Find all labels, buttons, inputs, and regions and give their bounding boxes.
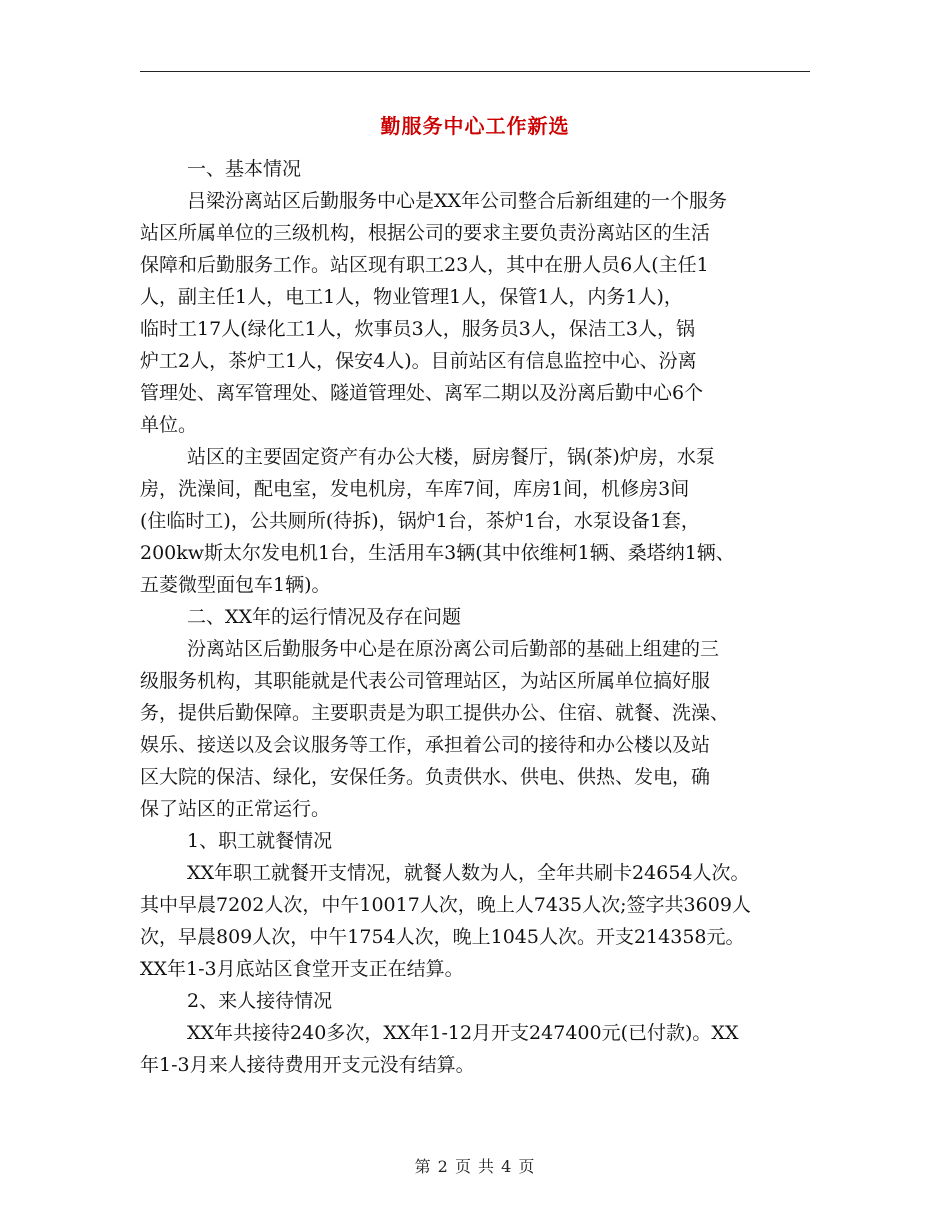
text-line: 次，早晨809人次，中午1754人次，晚上1045人次。开支214358元。 xyxy=(140,926,745,948)
text-line: 娱乐、接送以及会议服务等工作，承担着公司的接待和办公楼以及站 xyxy=(140,734,711,756)
document-title: 勤服务中心工作新选 xyxy=(380,114,570,138)
text-line: 保了站区的正常运行。 xyxy=(140,798,331,820)
text-line: 级服务机构，其职能就是代表公司管理站区，为站区所属单位搞好服 xyxy=(140,670,711,692)
text-line: 区大院的保洁、绿化，安保任务。负责供水、供电、供热、发电，确 xyxy=(140,766,711,788)
text-line: XX年共接待240多次，XX年1-12月开支247400元(已付款)。XX xyxy=(187,1022,739,1044)
document-body xyxy=(140,153,830,1081)
text-line: 人，副主任1人，电工1人，物业管理1人，保管1人，内务1人)， xyxy=(140,286,683,308)
text-line: 汾离站区后勤服务中心是在原汾离公司后勤部的基础上组建的三 xyxy=(187,638,720,660)
text-line: 其中早晨7202人次，中午10017人次，晚上人7435人次;签字共3609人 xyxy=(140,894,751,916)
text-line: 房，洗澡间，配电室，发电机房，车库7间，库房1间，机修房3间 xyxy=(140,478,690,500)
text-line: 炉工2人，茶炉工1人，保安4人)。目前站区有信息监控中心、汾离 xyxy=(140,350,697,372)
text-line: 五菱微型面包车1辆)。 xyxy=(140,574,331,596)
text-line: 年1-3月来人接待费用开支元没有结算。 xyxy=(140,1054,475,1076)
text-line: (住临时工)，公共厕所(待拆)，锅炉1台，茶炉1台，水泵设备1套， xyxy=(140,510,700,532)
text-line: 站区所属单位的三级机构，根据公司的要求主要负责汾离站区的生活 xyxy=(140,222,711,244)
text-line: 站区的主要固定资产有办公大楼，厨房餐厅，锅(茶)炉房，水泵 xyxy=(187,446,715,468)
text-line: 务，提供后勤保障。主要职责是为职工提供办公、住宿、就餐、洗澡、 xyxy=(140,702,730,724)
text-line: 临时工17人(绿化工1人，炊事员3人，服务员3人，保洁工3人，锅 xyxy=(140,318,695,340)
page-number: 第 2 页 共 4 页 xyxy=(414,1157,536,1176)
text-line: 保障和后勤服务工作。站区现有职工23人，其中在册人员6人(主任1 xyxy=(140,254,709,276)
text-line: XX年1-3月底站区食堂开支正在结算。 xyxy=(140,958,464,980)
text-line: 吕梁汾离站区后勤服务中心是XX年公司整合后新组建的一个服务 xyxy=(187,190,728,212)
text-line: XX年职工就餐开支情况，就餐人数为人，全年共刷卡24654人次。 xyxy=(187,862,750,884)
text-line: 管理处、离军管理处、隧道管理处、离军二期以及汾离后勤中心6个 xyxy=(140,382,704,404)
text-line: 一、基本情况 xyxy=(187,158,302,180)
text-line: 1、职工就餐情况 xyxy=(187,830,333,852)
text-line: 2、来人接待情况 xyxy=(187,990,333,1012)
header-rule xyxy=(140,71,810,72)
text-line: 200kw斯太尔发电机1台，生活用车3辆(其中依维柯1辆、桑塔纳1辆、 xyxy=(140,542,735,564)
text-line: 单位。 xyxy=(140,414,198,436)
text-line: 二、XX年的运行情况及存在问题 xyxy=(187,606,462,628)
